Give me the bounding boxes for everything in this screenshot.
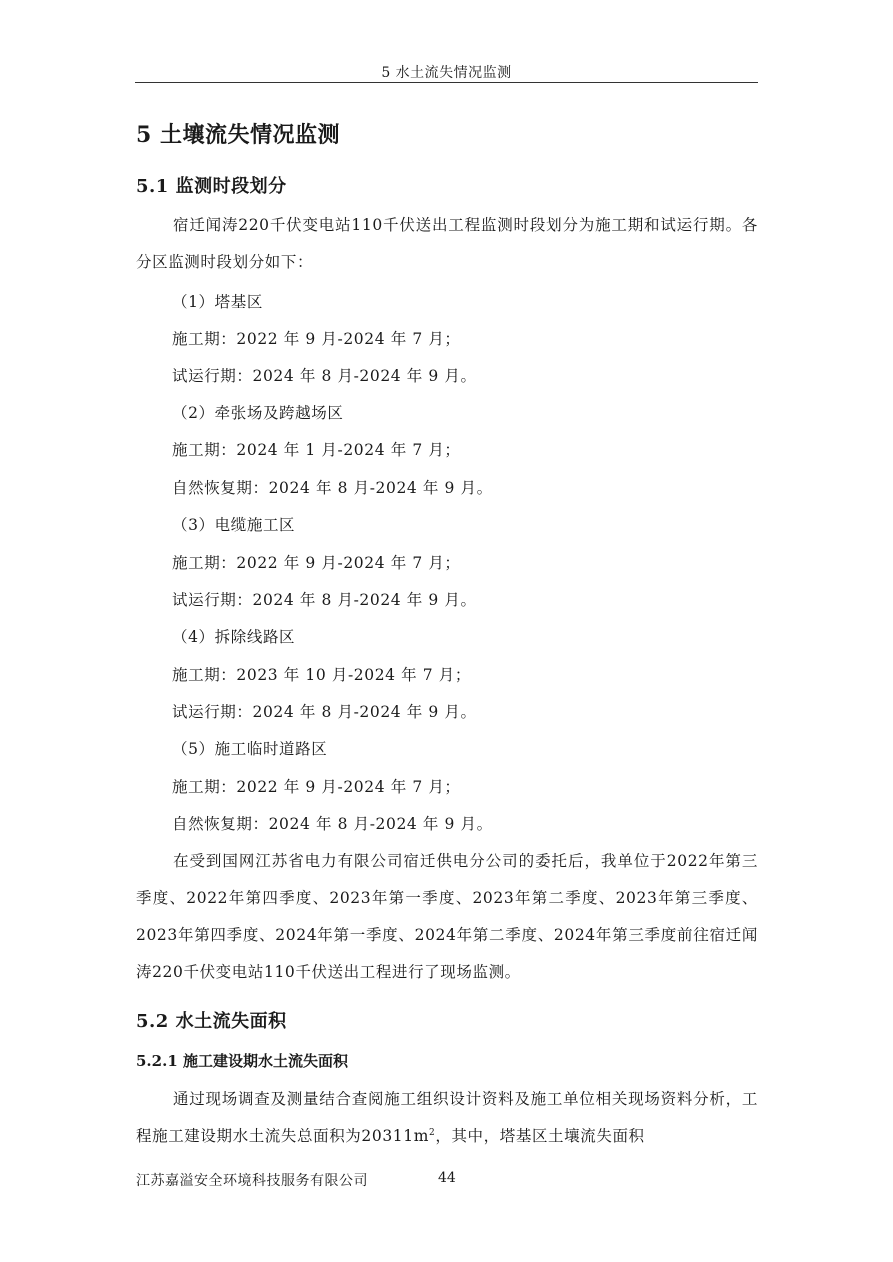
section-5-1-intro: 宿迁闻涛220千伏变电站110千伏送出工程监测时段划分为施工期和试运行期。各分区监测时段划分如下：: [136, 216, 758, 271]
zone-3-trial-period: 试运行期：2024 年 8 月-2024 年 9 月。: [172, 591, 477, 609]
area-unit-superscript: 2: [429, 1127, 436, 1138]
zone-2-construction-period: 施工期：2024 年 1 月-2024 年 7 月；: [172, 441, 461, 459]
footer-company: 江苏嘉溢安全环境科技服务有限公司: [136, 1173, 368, 1189]
area-text-part-1: 通过现场调查及测量结合查阅施工组织设计资料及施工单位相关现场资料分析，工程施工建设期水土流失总面积为20311m: [136, 1090, 758, 1145]
zone-5-construction-period: 施工期：2022 年 9 月-2024 年 7 月；: [172, 778, 461, 796]
zone-5-recovery-period: 自然恢复期：2024 年 8 月-2024 年 9 月。: [172, 815, 493, 833]
zone-1-name: （1）塔基区: [172, 293, 263, 311]
area-text-part-2: ，其中，塔基区土壤流失面积: [435, 1127, 645, 1145]
construction-erosion-area-paragraph: [136, 1081, 758, 1155]
monitoring-commission-paragraph: 在受到国网江苏省电力有限公司宿迁供电分公司的委托后，我单位于2022年第三季度、2022年第四季度、2023年第一季度、2023年第二季度、2023年第三季度、2023年第四季度、2024年第一季度、2024年第二季度、2024年第三季度前往宿迁闻涛220千伏变电站110千伏送出工程进行了现场监测。: [136, 852, 758, 981]
chapter-title: 5 土壤流失情况监测: [136, 122, 340, 148]
zone-1-construction-period: 施工期：2022 年 9 月-2024 年 7 月；: [172, 330, 461, 348]
zone-4-construction-period: 施工期：2023 年 10 月-2024 年 7 月；: [172, 666, 471, 684]
zone-4-trial-period: 试运行期：2024 年 8 月-2024 年 9 月。: [172, 703, 477, 721]
zone-2-recovery-period: 自然恢复期：2024 年 8 月-2024 年 9 月。: [172, 479, 493, 497]
header-divider: [135, 82, 758, 83]
zone-1-trial-period: 试运行期：2024 年 8 月-2024 年 9 月。: [172, 367, 477, 385]
running-header: 5 水土流失情况监测: [381, 65, 512, 81]
section-5-2-title: 5.2 水土流失面积: [136, 1011, 287, 1032]
page-number: 44: [438, 1170, 456, 1186]
section-5-1-title: 5.1 监测时段划分: [136, 176, 287, 197]
zone-4-name: （4）拆除线路区: [172, 628, 296, 646]
section-5-2-1-title: 5.2.1 施工建设期水土流失面积: [136, 1052, 348, 1070]
zone-3-construction-period: 施工期：2022 年 9 月-2024 年 7 月；: [172, 554, 461, 572]
zone-3-name: （3）电缆施工区: [172, 516, 296, 534]
zone-5-name: （5）施工临时道路区: [172, 740, 328, 758]
zone-2-name: （2）牵张场及跨越场区: [172, 404, 344, 422]
